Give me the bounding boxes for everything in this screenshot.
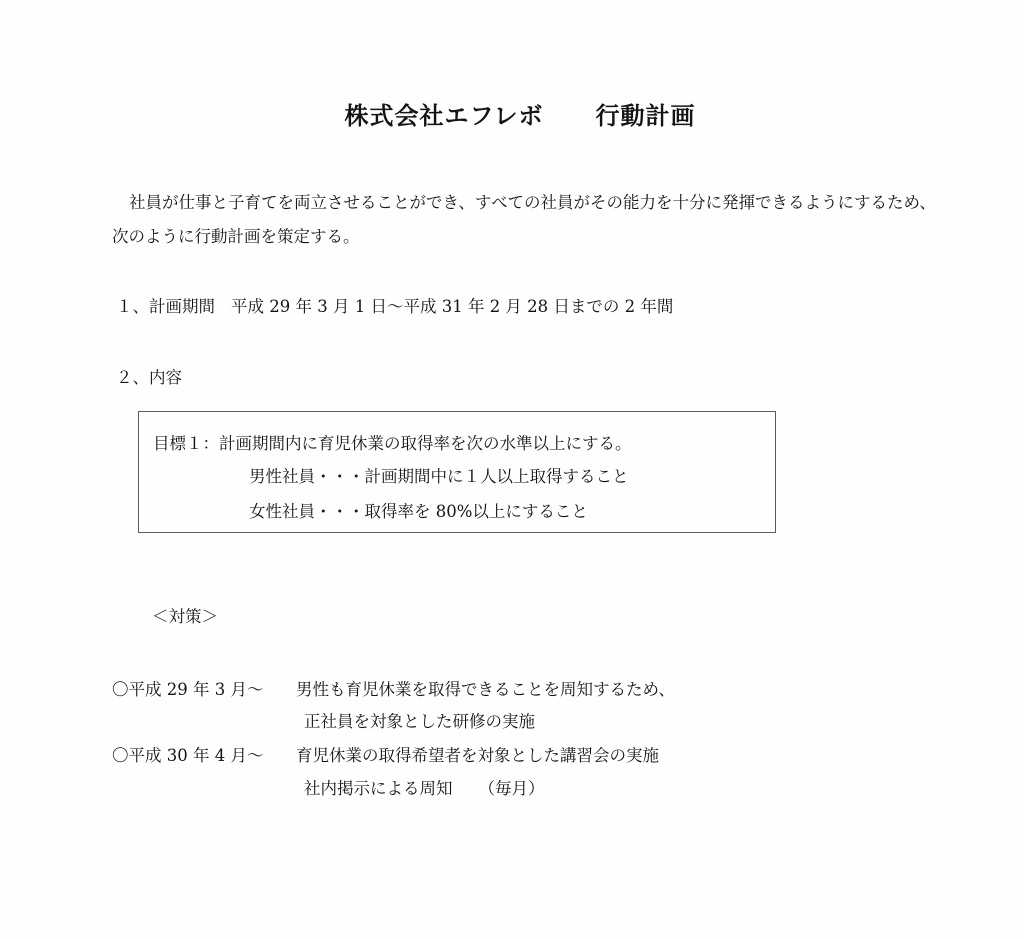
measure-2-line2-row xyxy=(304,775,545,799)
goal-female: 女性社員・・・取得率を 80%以上にすること xyxy=(249,502,588,521)
goal-heading: 目標１：計画期間内に育児休業の取得率を次の水準以上にする。 xyxy=(153,434,632,453)
measure-2-note: （毎月） xyxy=(478,779,545,798)
measure-item-1 xyxy=(112,676,675,700)
measure-2-line2: 社内掲示による周知 xyxy=(304,779,453,798)
document-title xyxy=(0,96,1024,131)
title-company: 株式会社エフレボ xyxy=(344,102,544,130)
measures-heading: ＜対策＞ xyxy=(152,607,218,626)
measure-item-2 xyxy=(112,742,659,766)
measure-2-line1: 育児休業の取得希望者を対象とした講習会の実施 xyxy=(296,746,659,765)
measure-1-line1: 男性も育児休業を取得できることを周知するため、 xyxy=(296,680,675,699)
goal-male: 男性社員・・・計画期間中に１人以上取得すること xyxy=(249,467,629,486)
measure-1-line2: 正社員を対象とした研修の実施 xyxy=(304,712,535,731)
title-plan: 行動計画 xyxy=(595,102,696,130)
goal-box xyxy=(138,411,776,533)
plan-period xyxy=(116,293,673,317)
measure-1-date: 〇平成 29 年 3 月～ xyxy=(112,680,264,699)
content-heading: ２、内容 xyxy=(116,368,182,387)
intro-paragraph: 社員が仕事と子育てを両立させることができ、すべての社員がその能力を十分に発揮できるようにするため、次のように行動計画を策定する。 xyxy=(112,193,936,246)
plan-period-label: １、計画期間 xyxy=(116,297,215,316)
plan-period-value: 平成 29 年 3 月 1 日～平成 31 年 2 月 28 日までの 2 年間 xyxy=(231,297,674,316)
measure-2-date: 〇平成 30 年 4 月～ xyxy=(112,746,264,765)
